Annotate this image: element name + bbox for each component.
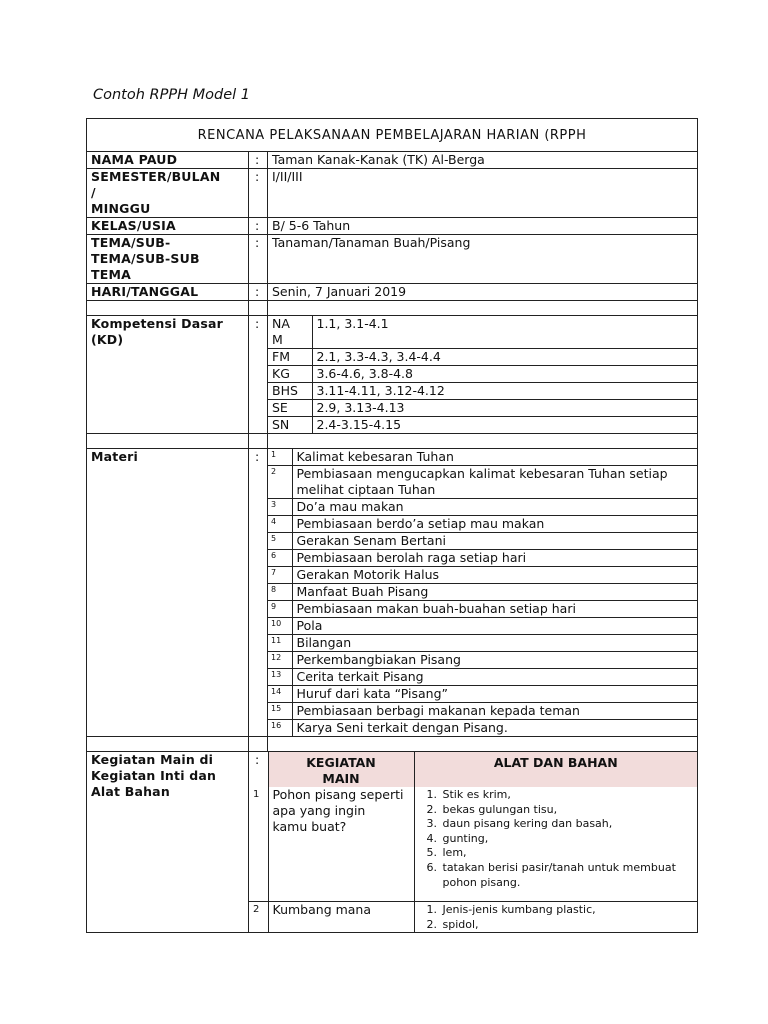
hari-row	[87, 284, 698, 301]
colon: :	[249, 284, 268, 301]
materi-text: Gerakan Senam Bertani	[292, 533, 697, 550]
kd-row	[87, 316, 698, 434]
kd-code	[268, 349, 312, 366]
materi-text: Gerakan Motorik Halus	[292, 567, 697, 584]
semester-label-line: /	[91, 185, 96, 200]
rpph-title: RENCANA PELAKSANAAN PEMBELAJARAN HARIAN (RPPH	[87, 119, 698, 152]
materi-text: Bilangan	[292, 635, 697, 652]
tema-label-line: TEMA/SUB-SUB	[91, 251, 200, 266]
kd-code-text: SE	[272, 400, 288, 415]
colon: :	[249, 449, 268, 737]
materi-text: Perkembangbiakan Pisang	[292, 652, 697, 669]
materi-number: 2	[268, 466, 292, 499]
materi-item-row	[268, 584, 697, 601]
materi-number: 9	[268, 601, 292, 618]
alat-bahan-item: 2. bekas gulungan tisu,	[441, 803, 694, 818]
rpph-table	[86, 118, 698, 933]
materi-item-row	[268, 669, 697, 686]
colon: :	[249, 752, 268, 787]
materi-text: Kalimat kebesaran Tuhan	[292, 449, 697, 466]
semester-label	[87, 169, 249, 218]
materi-item-row	[268, 703, 697, 720]
kelas-row	[87, 218, 698, 235]
alat-bahan-item: 6. tatakan berisi pasir/tanah untuk membuat pohon pisang.	[441, 861, 694, 890]
kegiatan-label-line: Alat Bahan	[91, 784, 170, 799]
kd-value: 2.1, 3.3-4.3, 3.4-4.4	[312, 349, 697, 366]
kelas-label: KELAS/USIA	[87, 218, 249, 235]
kd-value: 3.6-4.6, 3.8-4.8	[312, 366, 697, 383]
materi-item-row	[268, 499, 697, 516]
alat-bahan-item: 1. Stik es krim,	[441, 788, 694, 803]
alat-bahan-list	[419, 788, 694, 890]
materi-item-row	[268, 449, 697, 466]
materi-cell	[268, 449, 698, 737]
nama-paud-row	[87, 152, 698, 169]
tema-value: Tanaman/Tanaman Buah/Pisang	[268, 235, 698, 284]
title-row	[87, 119, 698, 152]
materi-number: 10	[268, 618, 292, 635]
colon: :	[249, 235, 268, 284]
materi-number: 13	[268, 669, 292, 686]
kd-value: 2.9, 3.13-4.13	[312, 400, 697, 417]
kd-label	[87, 316, 249, 434]
materi-number: 16	[268, 720, 292, 737]
materi-item-row	[268, 635, 697, 652]
alat-bahan-cell	[414, 902, 697, 933]
kd-code-text: NA	[272, 316, 290, 331]
kd-item-row	[268, 383, 697, 400]
materi-text: Karya Seni terkait dengan Pisang.	[296, 720, 508, 735]
materi-table	[268, 449, 697, 736]
kegiatan-item-row	[249, 902, 697, 933]
kegiatan-row	[87, 752, 698, 933]
semester-label-line: SEMESTER/BULAN	[91, 169, 221, 184]
kd-item-row	[268, 400, 697, 417]
materi-number: 15	[268, 703, 292, 720]
spacer-row	[87, 737, 698, 752]
kd-item-row	[268, 366, 697, 383]
kegiatan-activity: Pohon pisang seperti apa yang ingin kamu buat?	[268, 787, 414, 902]
materi-number: 11	[268, 635, 292, 652]
materi-item-row	[268, 567, 697, 584]
document-caption: Contoh RPPH Model 1	[93, 87, 250, 103]
alat-bahan-list	[419, 903, 694, 932]
materi-item-row	[268, 686, 697, 703]
materi-number: 6	[268, 550, 292, 567]
kd-table	[268, 316, 697, 433]
nama-paud-value: Taman Kanak-Kanak (TK) Al-Berga	[268, 152, 698, 169]
materi-number: 12	[268, 652, 292, 669]
hari-value: Senin, 7 Januari 2019	[268, 284, 698, 301]
kegiatan-main-header-line: KEGIATAN	[306, 755, 376, 770]
materi-item-row	[268, 550, 697, 567]
nama-paud-label: NAMA PAUD	[87, 152, 249, 169]
materi-number: 14	[268, 686, 292, 703]
semester-value: I/II/III	[268, 169, 698, 218]
materi-number: 4	[268, 516, 292, 533]
materi-text: Pola	[292, 618, 697, 635]
kd-value: 1.1, 3.1-4.1	[312, 316, 697, 349]
materi-text: Pembiasaan makan buah-buahan setiap hari	[292, 601, 697, 618]
kegiatan-number: 2	[249, 902, 268, 933]
materi-text: Huruf dari kata “Pisang”	[292, 686, 697, 703]
kegiatan-table	[249, 752, 697, 932]
materi-text: Pembiasaan berolah raga setiap hari	[292, 550, 697, 567]
colon: :	[249, 152, 268, 169]
materi-text: Do’a mau makan	[292, 499, 697, 516]
kd-code-text: M	[272, 332, 283, 347]
kd-item-row	[268, 349, 697, 366]
hari-label: HARI/TANGGAL	[87, 284, 249, 301]
materi-number: 3	[268, 499, 292, 516]
kegiatan-label-line: Kegiatan Inti dan	[91, 768, 217, 783]
semester-row	[87, 169, 698, 218]
kegiatan-main-header-line: MAIN	[322, 771, 360, 786]
kegiatan-item-row	[249, 787, 697, 902]
materi-number: 8	[268, 584, 292, 601]
materi-text: Pembiasaan berbagi makanan kepada teman	[292, 703, 697, 720]
kegiatan-cell	[249, 752, 698, 933]
tema-label-line: TEMA	[91, 267, 131, 282]
kd-value: 2.4-3.15-4.15	[316, 417, 402, 432]
colon: :	[249, 316, 268, 434]
kd-code-text: SN	[272, 417, 290, 432]
kegiatan-activity: Kumbang mana	[268, 902, 414, 933]
tema-label-line: TEMA/SUB-	[91, 235, 171, 250]
materi-text: Manfaat Buah Pisang	[292, 584, 697, 601]
kd-cell	[268, 316, 698, 434]
materi-item-row	[268, 533, 697, 550]
colon: :	[249, 169, 268, 218]
colon: :	[249, 218, 268, 235]
alat-bahan-item: 1. Jenis-jenis kumbang plastic,	[441, 903, 694, 918]
kd-value: 3.11-4.11, 3.12-4.12	[312, 383, 697, 400]
alat-bahan-item: 2. spidol,	[441, 918, 694, 933]
kd-label-line: Kompetensi Dasar	[91, 316, 223, 331]
alat-bahan-header: ALAT DAN BAHAN	[414, 752, 697, 787]
materi-row	[87, 449, 698, 737]
kegiatan-number: 1	[249, 787, 268, 902]
alat-bahan-cell	[414, 787, 697, 902]
kd-code-text: FM	[272, 349, 290, 364]
materi-item-row	[268, 466, 697, 499]
semester-label-line: MINGGU	[91, 201, 151, 216]
kd-code	[268, 366, 312, 383]
materi-label: Materi	[87, 449, 249, 737]
materi-text: Pembiasaan berdo’a setiap mau makan	[292, 516, 697, 533]
kd-label-line: (KD)	[91, 332, 124, 347]
materi-item-row	[268, 720, 697, 737]
kegiatan-header-row	[249, 752, 697, 787]
kd-item-row	[268, 417, 697, 434]
kd-code	[268, 316, 312, 349]
alat-bahan-item: 5. lem,	[441, 846, 694, 861]
materi-number: 7	[268, 567, 292, 584]
materi-item-row	[268, 618, 697, 635]
kd-code	[268, 400, 312, 417]
tema-label	[87, 235, 249, 284]
spacer-row	[87, 301, 698, 316]
materi-number: 5	[268, 533, 292, 550]
kelas-value: B/ 5-6 Tahun	[268, 218, 698, 235]
kd-code-text: BHS	[272, 383, 298, 398]
materi-text: Pembiasaan mengucapkan kalimat kebesaran Tuhan setiap melihat ciptaan Tuhan	[292, 466, 697, 499]
materi-number: 1	[268, 449, 292, 466]
kegiatan-label	[87, 752, 249, 933]
kd-code-text: KG	[272, 366, 290, 381]
tema-row	[87, 235, 698, 284]
materi-text: Cerita terkait Pisang	[292, 669, 697, 686]
kegiatan-label-line: Kegiatan Main di	[91, 752, 214, 767]
kegiatan-main-header	[268, 752, 414, 787]
kd-code	[268, 383, 312, 400]
materi-item-row	[268, 516, 697, 533]
spacer-row	[87, 434, 698, 449]
kd-item-row	[268, 316, 697, 349]
kd-code	[268, 417, 312, 434]
materi-item-row	[268, 652, 697, 669]
materi-item-row	[268, 601, 697, 618]
alat-bahan-item: 3. daun pisang kering dan basah,	[441, 817, 694, 832]
alat-bahan-item: 4. gunting,	[441, 832, 694, 847]
